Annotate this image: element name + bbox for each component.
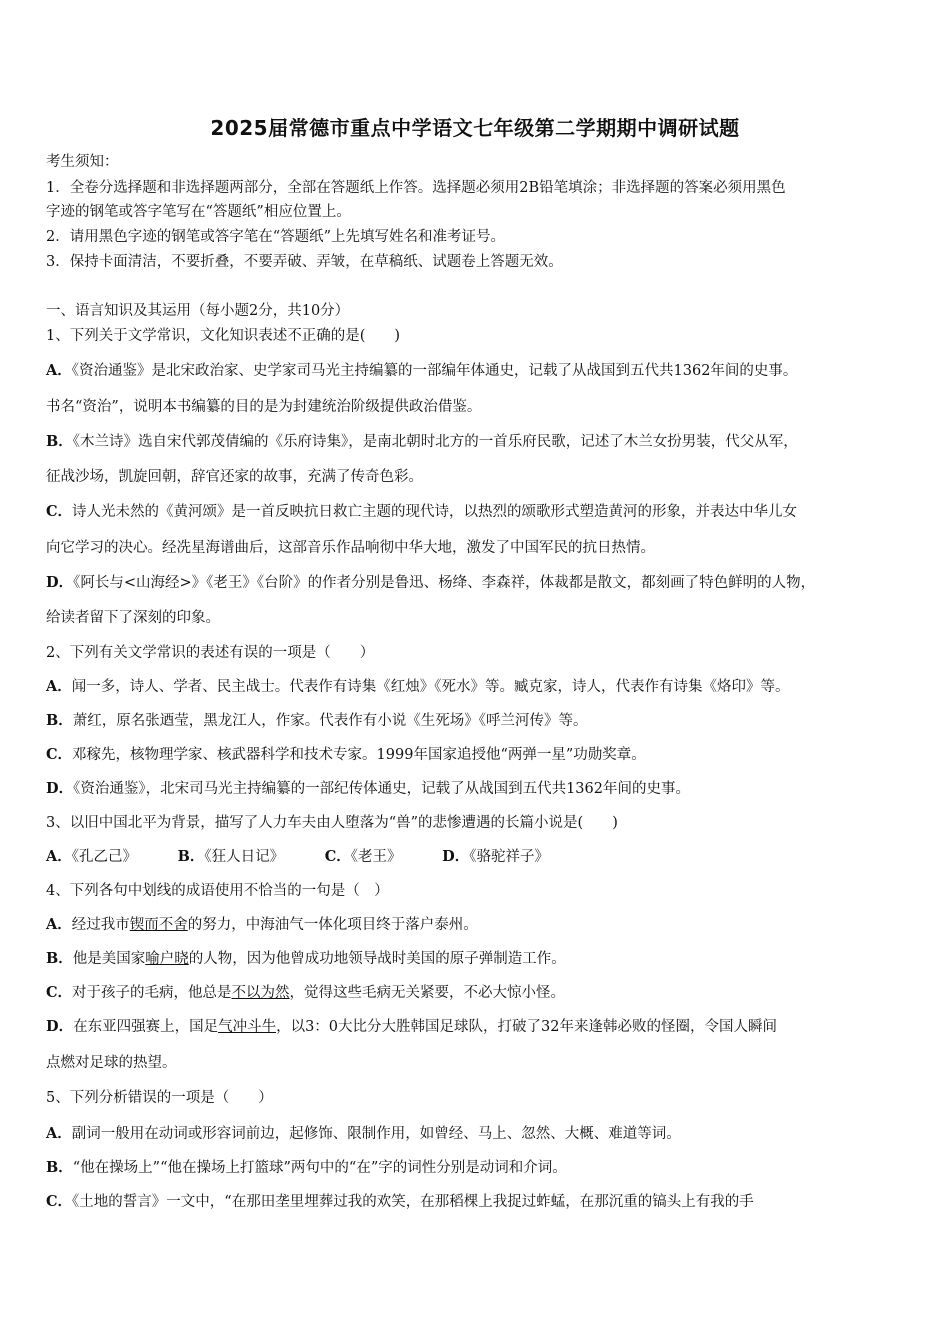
option-text: ，觉得这些毛病无关紧要，不必大惊小怪。 [289,985,566,1001]
option-text: 萧红，原名张迺莹，黑龙江人，作家。代表作有小说《生死场》《呼兰河传》等。 [72,713,588,729]
option-text: 《木兰诗》选自宋代郭茂倩编的《乐府诗集》，是南北朝时北方的一首乐府民歌，记述了木兰女扮男装，代父从军， [72,434,798,450]
question-5-stem: 5、下列分析错误的一项是（ ） [46,1090,273,1106]
option-text: 《资治通鉴》，北宋司马光主持编纂的一部纪传体通史，记载了从战国到五代共1362年间的史事。 [73,781,690,797]
option-text: 《孔乙己》 [71,849,138,865]
page-title: 2025届常德市重点中学语文七年级第二学期期中调研试题 [210,116,740,140]
option-text: ，以3：0大比分大胜韩国足球队，打破了32年来逢韩必败的怪圈，令国人瞬间 [276,1019,777,1035]
underlined-idiom: 气冲斗牛 [218,1019,277,1035]
underlined-idiom: 不以为然 [231,985,290,1001]
question-4-option-a [46,915,916,935]
option-text: 邓稼先，核物理学家、核武器科学和技术专家。1999年国家追授他“两弹一星”功勋奖章。 [72,747,646,763]
question-3-option-b [178,849,303,865]
notice-item: 3．保持卡面清洁，不要折叠，不要弄破、弄皱，在草稿纸、试题卷上答题无效。 [46,254,563,270]
notice-item: 1．全卷分选择题和非选择题两部分，全部在答题纸上作答。选择题必须用2B铅笔填涂；非选择题的答案必须用黑色 [46,180,786,196]
option-text: 闻一多，诗人、学者、民主战士。代表作有诗集《红烛》《死水》等。臧克家，诗人，代表作有诗集《烙印》等。 [71,679,790,695]
question-4-option-b [46,949,916,969]
option-label: D． [46,780,74,797]
question-2-stem: 2、下列有关文学常识的表述有误的一项是（ ） [46,645,375,661]
option-label: A． [46,678,72,695]
option-text: 对于孩子的毛病，他总是 [72,985,232,1001]
option-text: 诗人光未然的《黄河颂》是一首反映抗日救亡主题的现代诗，以热烈的颂歌形式塑造黄河的形象，并表达中华儿女 [72,504,798,520]
question-3-stem: 3、以旧中国北平为背景，描写了人力车夫由人堕落为“兽”的悲惨遭遇的长篇小说是( ) [46,815,618,831]
option-label: B． [46,712,73,729]
option-label: A． [46,848,72,865]
option-label: D． [442,848,470,865]
question-3-options [46,847,916,867]
question-4-option-c [46,983,916,1003]
question-2-option-c [46,745,916,765]
option-label: A． [46,1125,72,1142]
question-2-option-d [46,779,916,799]
question-5-option-c [46,1192,916,1212]
question-1-option-a-cont: 书名“资治”，说明本书编纂的目的是为封建统治阶级提供政治借鉴。 [46,399,482,415]
question-1-option-c [46,502,916,522]
option-label: C． [46,984,73,1001]
question-5-option-a [46,1124,916,1144]
question-1-option-b [46,432,916,452]
option-text: 经过我市 [71,917,130,933]
option-label: C． [46,503,73,520]
notice-item: 字迹的钢笔或答字笔写在“答题纸”相应位置上。 [46,204,351,220]
question-2-option-b [46,711,916,731]
question-3-option-a [46,849,155,865]
notice-item: 2．请用黑色字迹的钢笔或答字笔在“答题纸”上先填写姓名和准考证号。 [46,229,506,245]
option-label: D． [46,1018,74,1035]
question-4-option-d [46,1017,916,1037]
option-text: 《老王》 [350,849,402,865]
option-label: B． [46,1159,73,1176]
option-label: D． [46,574,74,591]
option-label: C． [46,1193,73,1210]
notice-heading: 考生须知： [46,154,119,170]
option-text: 《资治通鉴》是北宋政治家、史学家司马光主持编纂的一部编年体通史，记载了从战国到五代共1362年间的史事。 [71,363,798,379]
question-3-option-d [442,849,567,865]
option-text: 的努力，中海油气一体化项目终于落户泰州。 [187,917,478,933]
option-text: 他是美国家 [72,951,146,967]
question-1-option-d [46,573,916,593]
question-5-option-b [46,1158,916,1178]
option-label: C． [324,848,351,865]
option-text: 《狂人日记》 [204,849,285,865]
option-text: “他在操场上”“他在操场上打篮球”两句中的“在”字的词性分别是动词和介词。 [72,1160,567,1176]
option-text: 副词一般用在动词或形容词前边，起修饰、限制作用，如曾经、马上、忽然、大概、难道等词。 [71,1126,681,1142]
question-1-option-c-cont: 向它学习的决心。经冼星海谱曲后，这部音乐作品响彻中华大地，激发了中国军民的抗日热情。 [46,540,655,556]
option-label: A． [46,362,72,379]
option-text: 的人物，因为他曾成功地领导战时美国的原子弹制造工作。 [188,951,566,967]
underlined-idiom: 锲而不舍 [129,917,188,933]
question-2-option-a [46,677,916,697]
question-4-option-d-cont: 点燃对足球的热望。 [46,1055,177,1071]
question-3-option-c [325,849,420,865]
underlined-idiom: 喻户晓 [145,951,189,967]
question-1-option-a [46,361,916,381]
option-text: 《阿长与<山海经>》《老王》《台阶》的作者分别是鲁迅、杨绛、李森祥，体裁都是散文，都刻画了特色鲜明的人物， [73,575,816,591]
option-text: 《土地的誓言》一文中，“在那田垄里埋葬过我的欢笑，在那稻棵上我捉过蚱蜢，在那沉重的镐头上有我的手 [72,1194,754,1210]
option-text: 《骆驼祥子》 [469,849,549,865]
section-heading: 一、语言知识及其运用（每小题2分，共10分） [46,303,350,319]
option-label: B． [177,848,205,865]
option-label: A． [46,916,72,933]
option-text: 在东亚四强赛上，国足 [73,1019,219,1035]
option-label: B． [46,950,73,967]
option-label: B． [46,433,73,450]
option-label: C． [46,746,73,763]
question-1-option-b-cont: 征战沙场，凯旋回朝，辞官还家的故事，充满了传奇色彩。 [46,469,423,485]
question-1-option-d-cont: 给读者留下了深刻的印象。 [46,610,220,626]
question-4-stem: 4、下列各句中划线的成语使用不恰当的一句是（ ） [46,883,389,899]
question-1-stem: 1、下列关于文学常识，文化知识表述不正确的是( ) [46,328,401,344]
